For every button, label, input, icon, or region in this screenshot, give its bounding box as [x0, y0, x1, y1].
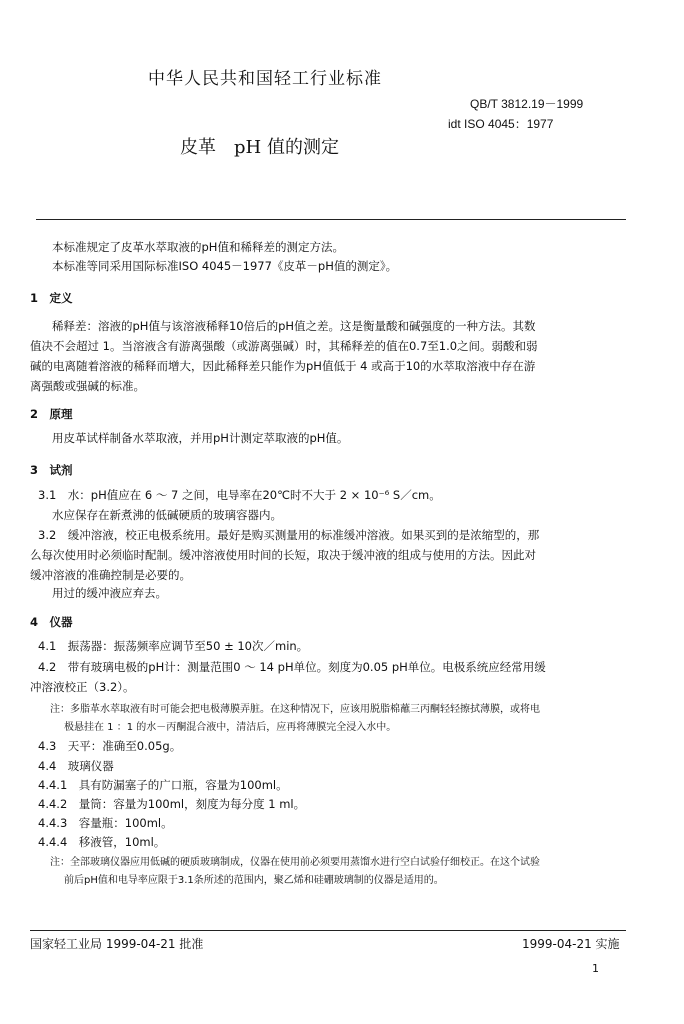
note-line: 前后pH值和电导率应限于3.1条所述的范围内，聚乙烯和硅硼玻璃制的仪器是适用的。	[64, 875, 444, 886]
paragraph-line: 4.4.2 量筒：容量为100ml，刻度为每分度 1 ml。	[38, 797, 306, 811]
paragraph-line: 3.2 缓冲溶液，校正电极系统用。最好是购买测量用的标准缓冲溶液。如果买到的是浓缩型的，那	[38, 528, 540, 542]
paragraph-line: 碱的电离随着溶液的稀释而增大，因此稀释差只能作为pH值低于 4 或高于10的水萃取溶液中存在游	[30, 359, 536, 373]
paragraph-line: 水应保存在新煮沸的低碱硬质的玻璃容器内。	[52, 508, 282, 522]
paragraph-line: 3.1 水：pH值应在 6 ～ 7 之间，电导率在20℃时不大于 2 × 10⁻⁶ S／cm。	[38, 488, 441, 502]
implementation-date: 1999-04-21 实施	[522, 937, 620, 951]
header-rule	[36, 219, 626, 220]
document-title: 皮革 pH 值的测定	[180, 137, 339, 158]
standard-code: QB/T 3812.19－1999	[470, 97, 584, 111]
paragraph-line: 么每次使用时必须临时配制。缓冲溶液使用时间的长短，取决于缓冲液的组成与使用的方法。因此对	[30, 548, 536, 562]
section-heading-apparatus: 4 仪器	[30, 615, 73, 629]
paragraph-line: 冲溶液校正（3.2）。	[30, 680, 135, 694]
paragraph-line: 4.4.4 移液管，10ml。	[38, 835, 166, 849]
paragraph-line: 4.2 带有玻璃电极的pH计：测量范围0 ～ 14 pH单位。刻度为0.05 pH单位。电极系统应经常用缓	[38, 660, 546, 674]
note-line: 极悬挂在 1 ：1 的水－丙酮混合液中，清洁后，应再将薄膜完全浸入水中。	[64, 722, 397, 733]
paragraph-line: 4.4.3 容量瓶：100ml。	[38, 816, 173, 830]
paragraph-line: 用过的缓冲液应弃去。	[52, 586, 167, 600]
paragraph-line: 用皮革试样制备水萃取液，并用pH计测定萃取液的pH值。	[52, 431, 349, 445]
note-line: 注：全部玻璃仪器应用低碱的硬质玻璃制成，仪器在使用前必须要用蒸馏水进行空白试验仔细校正。在这个试验	[50, 857, 540, 868]
section-heading-reagents: 3 试剂	[30, 463, 73, 477]
page-number: 1	[592, 962, 599, 975]
paragraph-line: 离强酸或强碱的标准。	[30, 379, 145, 393]
paragraph-line: 4.4 玻璃仪器	[38, 759, 114, 773]
paragraph-line: 4.1 振荡器：振荡频率应调节至50 ± 10次／min。	[38, 639, 309, 653]
equivalent-standard: idt ISO 4045：1977	[448, 117, 554, 131]
section-heading-principle: 2 原理	[30, 407, 73, 421]
paragraph-line: 缓冲溶液的准确控制是必要的。	[30, 568, 191, 582]
footer-rule	[30, 930, 626, 931]
paragraph-line: 稀释差：溶液的pH值与该溶液稀释10倍后的pH值之差。这是衡量酸和碱强度的一种方法。其数	[52, 319, 536, 333]
section-heading-definition: 1 定义	[30, 291, 73, 305]
approval-line: 国家轻工业局 1999-04-21 批准	[30, 937, 204, 951]
paragraph-line: 4.3 天平：准确至0.05g。	[38, 739, 182, 753]
intro-line: 本标准规定了皮革水萃取液的pH值和稀释差的测定方法。	[52, 240, 344, 254]
paragraph-line: 4.4.1 具有防漏塞子的广口瓶，容量为100ml。	[38, 778, 288, 792]
intro-line: 本标准等同采用国际标准ISO 4045－1977《皮革－pH值的测定》。	[52, 259, 398, 273]
paragraph-line: 值决不会超过 1。当溶液含有游离强酸（或游离强碱）时，其稀释差的值在0.7至1.0之间。弱酸和弱	[30, 339, 538, 353]
note-line: 注：多脂革水萃取液有时可能会把电极薄膜弄脏。在这种情况下，应该用脱脂棉蘸三丙酮轻轻擦拭薄膜，或将电	[50, 704, 540, 715]
issuing-organization: 中华人民共和国轻工行业标准	[148, 69, 382, 89]
